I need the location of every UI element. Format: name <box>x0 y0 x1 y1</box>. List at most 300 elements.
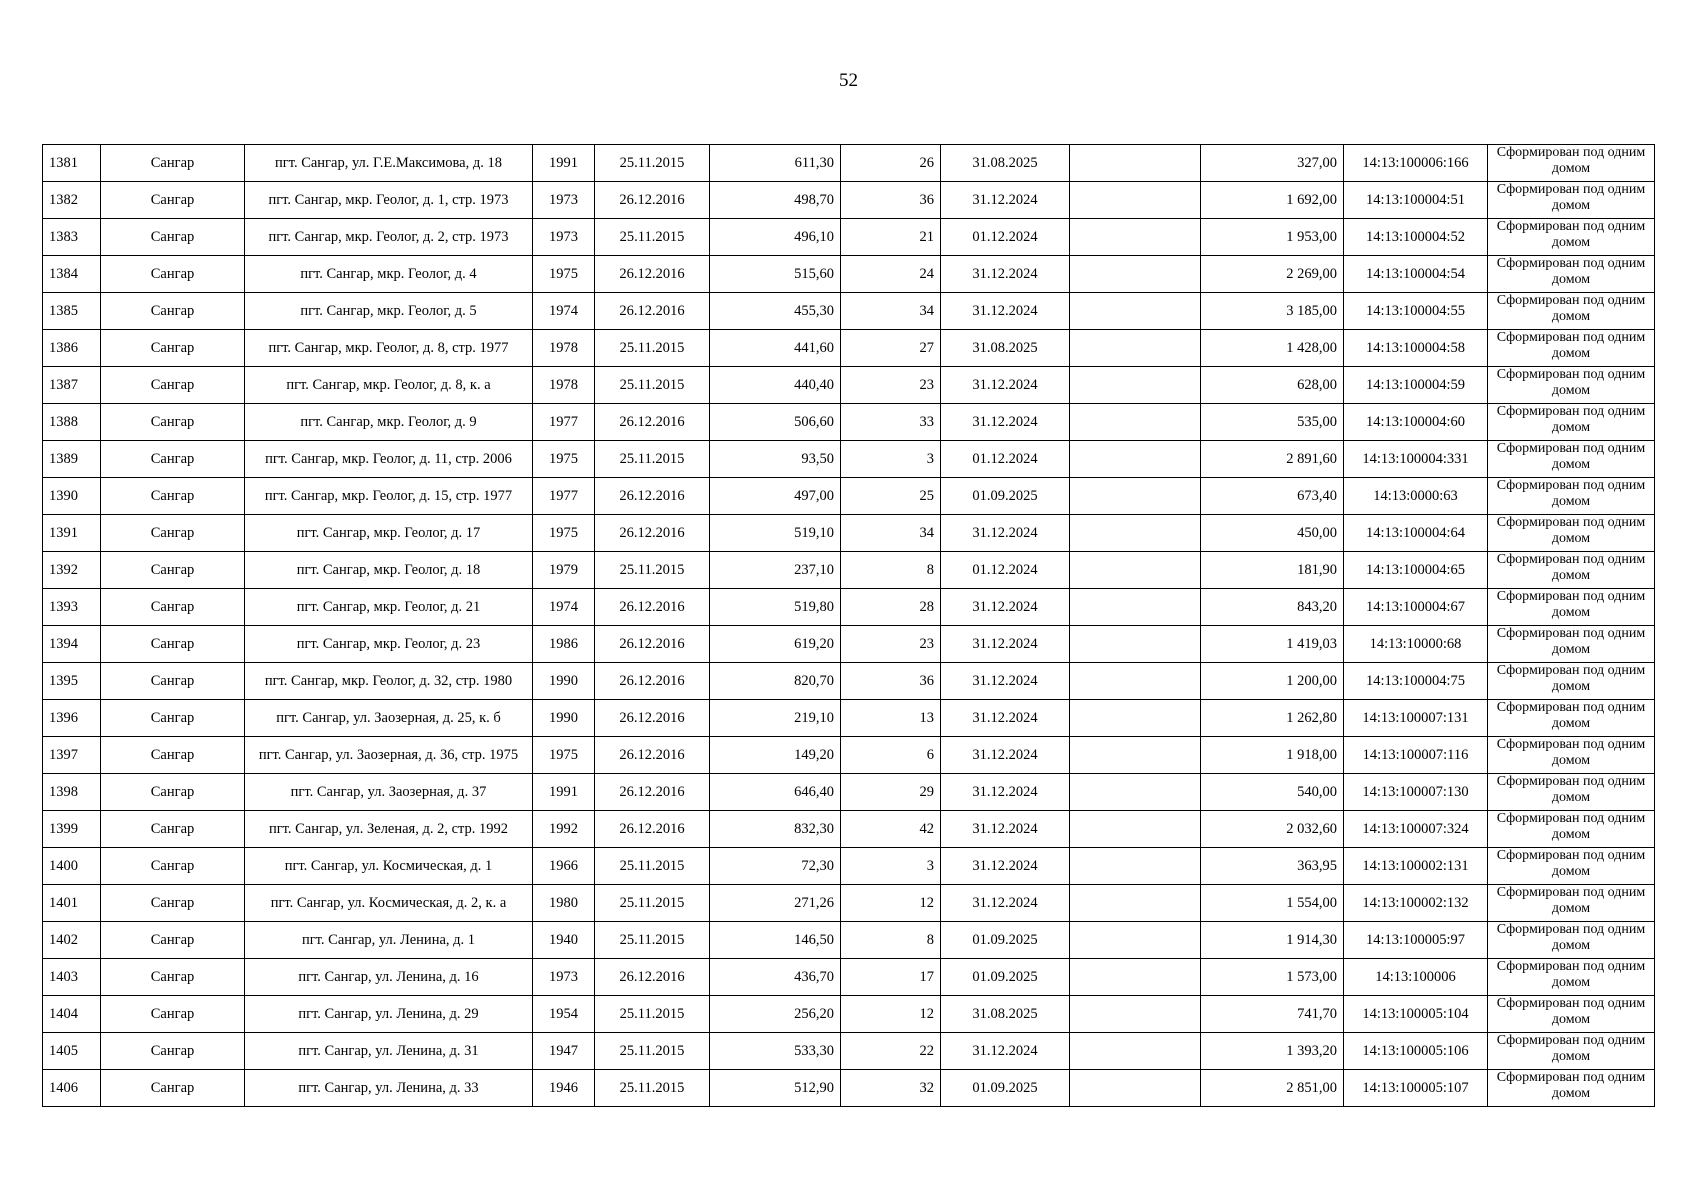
cell-land-area: 1 573,00 <box>1201 959 1344 996</box>
cell-area: 455,30 <box>710 293 841 330</box>
cell-land-area: 3 185,00 <box>1201 293 1344 330</box>
table-row <box>43 922 1655 959</box>
table-row <box>43 996 1655 1033</box>
cell-build-year: 1992 <box>533 811 595 848</box>
cell-area: 519,80 <box>710 589 841 626</box>
cell-land-area: 2 032,60 <box>1201 811 1344 848</box>
cell-address: пгт. Сангар, ул. Ленина, д. 1 <box>245 922 533 959</box>
cell-deadline: 01.09.2025 <box>941 959 1070 996</box>
cell-cadastral-number: 14:13:100007:116 <box>1344 737 1488 774</box>
cell-recognition-date: 26.12.2016 <box>595 626 710 663</box>
cell-locality: Сангар <box>101 885 245 922</box>
cell-blank <box>1070 700 1201 737</box>
cell-number: 1393 <box>43 589 101 626</box>
cell-deadline: 01.09.2025 <box>941 478 1070 515</box>
cell-number: 1395 <box>43 663 101 700</box>
table-row <box>43 774 1655 811</box>
cell-blank <box>1070 885 1201 922</box>
cell-address: пгт. Сангар, мкр. Геолог, д. 11, стр. 2006 <box>245 441 533 478</box>
cell-cadastral-number: 14:13:100004:64 <box>1344 515 1488 552</box>
cell-area: 832,30 <box>710 811 841 848</box>
cell-address: пгт. Сангар, мкр. Геолог, д. 18 <box>245 552 533 589</box>
table-row <box>43 293 1655 330</box>
cell-residents: 32 <box>841 1070 941 1107</box>
cell-deadline: 31.12.2024 <box>941 663 1070 700</box>
cell-cadastral-number: 14:13:100005:97 <box>1344 922 1488 959</box>
cell-build-year: 1974 <box>533 589 595 626</box>
cell-number: 1402 <box>43 922 101 959</box>
cell-blank <box>1070 922 1201 959</box>
cell-land-area: 741,70 <box>1201 996 1344 1033</box>
cell-land-note: Сформирован под одним домом <box>1488 515 1655 552</box>
cell-build-year: 1974 <box>533 293 595 330</box>
cell-number: 1384 <box>43 256 101 293</box>
cell-residents: 28 <box>841 589 941 626</box>
cell-area: 533,30 <box>710 1033 841 1070</box>
cell-address: пгт. Сангар, ул. Ленина, д. 33 <box>245 1070 533 1107</box>
cell-build-year: 1990 <box>533 700 595 737</box>
cell-number: 1397 <box>43 737 101 774</box>
table-row <box>43 589 1655 626</box>
cell-land-note: Сформирован под одним домом <box>1488 811 1655 848</box>
cell-blank <box>1070 478 1201 515</box>
cell-number: 1403 <box>43 959 101 996</box>
cell-number: 1398 <box>43 774 101 811</box>
cell-locality: Сангар <box>101 848 245 885</box>
table-body <box>43 145 1655 1107</box>
cell-number: 1392 <box>43 552 101 589</box>
cell-address: пгт. Сангар, мкр. Геолог, д. 8, к. а <box>245 367 533 404</box>
cell-locality: Сангар <box>101 1070 245 1107</box>
table-row <box>43 811 1655 848</box>
cell-locality: Сангар <box>101 515 245 552</box>
cell-deadline: 31.12.2024 <box>941 515 1070 552</box>
cell-recognition-date: 26.12.2016 <box>595 256 710 293</box>
cell-address: пгт. Сангар, ул. Заозерная, д. 36, стр. 1975 <box>245 737 533 774</box>
cell-land-area: 540,00 <box>1201 774 1344 811</box>
cell-land-note: Сформирован под одним домом <box>1488 885 1655 922</box>
cell-blank <box>1070 515 1201 552</box>
cell-land-note: Сформирован под одним домом <box>1488 404 1655 441</box>
cell-recognition-date: 26.12.2016 <box>595 959 710 996</box>
table-row <box>43 515 1655 552</box>
table-row <box>43 219 1655 256</box>
cell-land-note: Сформирован под одним домом <box>1488 663 1655 700</box>
cell-cadastral-number: 14:13:100005:107 <box>1344 1070 1488 1107</box>
cell-build-year: 1991 <box>533 145 595 182</box>
cell-address: пгт. Сангар, мкр. Геолог, д. 5 <box>245 293 533 330</box>
cell-recognition-date: 25.11.2015 <box>595 1033 710 1070</box>
cell-land-area: 1 914,30 <box>1201 922 1344 959</box>
cell-build-year: 1954 <box>533 996 595 1033</box>
cell-deadline: 31.12.2024 <box>941 811 1070 848</box>
cell-blank <box>1070 848 1201 885</box>
cell-number: 1381 <box>43 145 101 182</box>
cell-number: 1391 <box>43 515 101 552</box>
cell-address: пгт. Сангар, ул. Ленина, д. 16 <box>245 959 533 996</box>
cell-cadastral-number: 14:13:100004:75 <box>1344 663 1488 700</box>
table-row <box>43 737 1655 774</box>
cell-blank <box>1070 404 1201 441</box>
cell-deadline: 31.08.2025 <box>941 996 1070 1033</box>
table-row <box>43 367 1655 404</box>
cell-blank <box>1070 811 1201 848</box>
cell-land-area: 1 692,00 <box>1201 182 1344 219</box>
cell-deadline: 01.09.2025 <box>941 1070 1070 1107</box>
cell-land-note: Сформирован под одним домом <box>1488 330 1655 367</box>
cell-address: пгт. Сангар, мкр. Геолог, д. 1, стр. 1973 <box>245 182 533 219</box>
cell-cadastral-number: 14:13:100007:130 <box>1344 774 1488 811</box>
cell-land-note: Сформирован под одним домом <box>1488 256 1655 293</box>
cell-deadline: 31.12.2024 <box>941 293 1070 330</box>
cell-area: 512,90 <box>710 1070 841 1107</box>
cell-land-note: Сформирован под одним домом <box>1488 219 1655 256</box>
cell-number: 1382 <box>43 182 101 219</box>
cell-number: 1394 <box>43 626 101 663</box>
cell-land-area: 2 851,00 <box>1201 1070 1344 1107</box>
cell-area: 497,00 <box>710 478 841 515</box>
cell-locality: Сангар <box>101 478 245 515</box>
cell-address: пгт. Сангар, мкр. Геолог, д. 32, стр. 1980 <box>245 663 533 700</box>
cell-cadastral-number: 14:13:100002:131 <box>1344 848 1488 885</box>
cell-address: пгт. Сангар, мкр. Геолог, д. 9 <box>245 404 533 441</box>
cell-area: 149,20 <box>710 737 841 774</box>
cell-number: 1385 <box>43 293 101 330</box>
cell-cadastral-number: 14:13:100005:106 <box>1344 1033 1488 1070</box>
cell-residents: 3 <box>841 441 941 478</box>
cell-locality: Сангар <box>101 256 245 293</box>
cell-build-year: 1980 <box>533 885 595 922</box>
cell-locality: Сангар <box>101 182 245 219</box>
cell-locality: Сангар <box>101 959 245 996</box>
cell-address: пгт. Сангар, ул. Ленина, д. 31 <box>245 1033 533 1070</box>
cell-cadastral-number: 14:13:100004:65 <box>1344 552 1488 589</box>
cell-locality: Сангар <box>101 626 245 663</box>
table-row <box>43 626 1655 663</box>
cell-address: пгт. Сангар, мкр. Геолог, д. 15, стр. 1977 <box>245 478 533 515</box>
cell-land-area: 450,00 <box>1201 515 1344 552</box>
cell-locality: Сангар <box>101 663 245 700</box>
cell-residents: 33 <box>841 404 941 441</box>
cell-area: 611,30 <box>710 145 841 182</box>
cell-cadastral-number: 14:13:10000:68 <box>1344 626 1488 663</box>
cell-number: 1400 <box>43 848 101 885</box>
cell-blank <box>1070 1033 1201 1070</box>
cell-address: пгт. Сангар, ул. Ленина, д. 29 <box>245 996 533 1033</box>
cell-residents: 8 <box>841 552 941 589</box>
cell-locality: Сангар <box>101 219 245 256</box>
cell-residents: 13 <box>841 700 941 737</box>
cell-land-note: Сформирован под одним домом <box>1488 700 1655 737</box>
cell-cadastral-number: 14:13:100002:132 <box>1344 885 1488 922</box>
cell-build-year: 1986 <box>533 626 595 663</box>
cell-cadastral-number: 14:13:100004:54 <box>1344 256 1488 293</box>
cell-land-note: Сформирован под одним домом <box>1488 626 1655 663</box>
cell-recognition-date: 25.11.2015 <box>595 922 710 959</box>
cell-land-note: Сформирован под одним домом <box>1488 774 1655 811</box>
cell-land-note: Сформирован под одним домом <box>1488 848 1655 885</box>
cell-deadline: 31.12.2024 <box>941 848 1070 885</box>
cell-recognition-date: 26.12.2016 <box>595 589 710 626</box>
cell-land-area: 1 918,00 <box>1201 737 1344 774</box>
cell-residents: 12 <box>841 885 941 922</box>
cell-land-area: 181,90 <box>1201 552 1344 589</box>
cell-locality: Сангар <box>101 330 245 367</box>
cell-locality: Сангар <box>101 552 245 589</box>
cell-address: пгт. Сангар, ул. Г.Е.Максимова, д. 18 <box>245 145 533 182</box>
cell-area: 496,10 <box>710 219 841 256</box>
cell-residents: 17 <box>841 959 941 996</box>
cell-land-area: 1 419,03 <box>1201 626 1344 663</box>
cell-deadline: 31.12.2024 <box>941 404 1070 441</box>
cell-locality: Сангар <box>101 404 245 441</box>
cell-address: пгт. Сангар, мкр. Геолог, д. 21 <box>245 589 533 626</box>
table-row <box>43 182 1655 219</box>
page-number: 52 <box>839 70 858 91</box>
cell-cadastral-number: 14:13:100005:104 <box>1344 996 1488 1033</box>
cell-locality: Сангар <box>101 145 245 182</box>
cell-number: 1389 <box>43 441 101 478</box>
cell-deadline: 01.09.2025 <box>941 922 1070 959</box>
cell-cadastral-number: 14:13:100004:52 <box>1344 219 1488 256</box>
cell-land-note: Сформирован под одним домом <box>1488 441 1655 478</box>
table-row <box>43 404 1655 441</box>
cell-address: пгт. Сангар, ул. Космическая, д. 2, к. а <box>245 885 533 922</box>
table-row <box>43 1033 1655 1070</box>
cell-residents: 6 <box>841 737 941 774</box>
cell-locality: Сангар <box>101 700 245 737</box>
cell-locality: Сангар <box>101 441 245 478</box>
cell-land-area: 628,00 <box>1201 367 1344 404</box>
cell-residents: 36 <box>841 182 941 219</box>
cell-recognition-date: 25.11.2015 <box>595 145 710 182</box>
cell-build-year: 1973 <box>533 219 595 256</box>
cell-deadline: 31.12.2024 <box>941 1033 1070 1070</box>
table-row <box>43 700 1655 737</box>
cell-residents: 12 <box>841 996 941 1033</box>
cell-area: 441,60 <box>710 330 841 367</box>
cell-land-area: 1 393,20 <box>1201 1033 1344 1070</box>
table-row <box>43 1070 1655 1107</box>
cell-land-area: 1 262,80 <box>1201 700 1344 737</box>
cell-land-note: Сформирован под одним домом <box>1488 959 1655 996</box>
cell-address: пгт. Сангар, ул. Зеленая, д. 2, стр. 1992 <box>245 811 533 848</box>
cell-land-area: 843,20 <box>1201 589 1344 626</box>
cell-area: 72,30 <box>710 848 841 885</box>
cell-land-area: 1 428,00 <box>1201 330 1344 367</box>
cell-locality: Сангар <box>101 1033 245 1070</box>
cell-number: 1396 <box>43 700 101 737</box>
cell-build-year: 1966 <box>533 848 595 885</box>
cell-residents: 8 <box>841 922 941 959</box>
cell-area: 646,40 <box>710 774 841 811</box>
cell-recognition-date: 26.12.2016 <box>595 404 710 441</box>
cell-residents: 22 <box>841 1033 941 1070</box>
cell-land-note: Сформирован под одним домом <box>1488 996 1655 1033</box>
cell-number: 1390 <box>43 478 101 515</box>
cell-land-note: Сформирован под одним домом <box>1488 737 1655 774</box>
cell-deadline: 31.08.2025 <box>941 145 1070 182</box>
cell-recognition-date: 25.11.2015 <box>595 848 710 885</box>
cell-blank <box>1070 959 1201 996</box>
cell-area: 498,70 <box>710 182 841 219</box>
cell-build-year: 1946 <box>533 1070 595 1107</box>
cell-build-year: 1975 <box>533 441 595 478</box>
cell-blank <box>1070 626 1201 663</box>
cell-land-area: 535,00 <box>1201 404 1344 441</box>
cell-land-area: 1 200,00 <box>1201 663 1344 700</box>
cell-land-area: 2 891,60 <box>1201 441 1344 478</box>
cell-blank <box>1070 774 1201 811</box>
cell-cadastral-number: 14:13:100004:58 <box>1344 330 1488 367</box>
cell-recognition-date: 26.12.2016 <box>595 700 710 737</box>
cell-address: пгт. Сангар, ул. Заозерная, д. 37 <box>245 774 533 811</box>
table-row <box>43 330 1655 367</box>
cell-land-area: 1 953,00 <box>1201 219 1344 256</box>
cell-address: пгт. Сангар, ул. Космическая, д. 1 <box>245 848 533 885</box>
cell-blank <box>1070 219 1201 256</box>
cell-land-area: 1 554,00 <box>1201 885 1344 922</box>
cell-cadastral-number: 14:13:100004:55 <box>1344 293 1488 330</box>
table-row <box>43 848 1655 885</box>
cell-build-year: 1975 <box>533 737 595 774</box>
cell-locality: Сангар <box>101 811 245 848</box>
cell-blank <box>1070 1070 1201 1107</box>
cell-residents: 27 <box>841 330 941 367</box>
cell-recognition-date: 26.12.2016 <box>595 293 710 330</box>
cell-deadline: 31.12.2024 <box>941 367 1070 404</box>
cell-recognition-date: 25.11.2015 <box>595 552 710 589</box>
cell-area: 820,70 <box>710 663 841 700</box>
cell-locality: Сангар <box>101 774 245 811</box>
cell-recognition-date: 26.12.2016 <box>595 774 710 811</box>
cell-locality: Сангар <box>101 996 245 1033</box>
cell-recognition-date: 25.11.2015 <box>595 441 710 478</box>
cell-deadline: 31.12.2024 <box>941 182 1070 219</box>
cell-address: пгт. Сангар, мкр. Геолог, д. 4 <box>245 256 533 293</box>
cell-locality: Сангар <box>101 589 245 626</box>
cell-number: 1388 <box>43 404 101 441</box>
cell-deadline: 01.12.2024 <box>941 219 1070 256</box>
cell-land-note: Сформирован под одним домом <box>1488 552 1655 589</box>
cell-area: 271,26 <box>710 885 841 922</box>
cell-cadastral-number: 14:13:100007:131 <box>1344 700 1488 737</box>
housing-registry-table <box>42 144 1655 1107</box>
cell-blank <box>1070 737 1201 774</box>
cell-locality: Сангар <box>101 367 245 404</box>
cell-area: 146,50 <box>710 922 841 959</box>
cell-land-note: Сформирован под одним домом <box>1488 589 1655 626</box>
cell-residents: 36 <box>841 663 941 700</box>
cell-build-year: 1979 <box>533 552 595 589</box>
cell-recognition-date: 25.11.2015 <box>595 1070 710 1107</box>
cell-blank <box>1070 552 1201 589</box>
cell-deadline: 31.12.2024 <box>941 589 1070 626</box>
cell-blank <box>1070 256 1201 293</box>
cell-blank <box>1070 330 1201 367</box>
cell-recognition-date: 26.12.2016 <box>595 478 710 515</box>
table-row <box>43 256 1655 293</box>
cell-area: 237,10 <box>710 552 841 589</box>
cell-land-area: 2 269,00 <box>1201 256 1344 293</box>
cell-blank <box>1070 996 1201 1033</box>
cell-area: 515,60 <box>710 256 841 293</box>
cell-cadastral-number: 14:13:100004:51 <box>1344 182 1488 219</box>
cell-land-area: 673,40 <box>1201 478 1344 515</box>
cell-build-year: 1975 <box>533 515 595 552</box>
cell-build-year: 1990 <box>533 663 595 700</box>
cell-deadline: 31.12.2024 <box>941 737 1070 774</box>
cell-land-area: 363,95 <box>1201 848 1344 885</box>
cell-residents: 23 <box>841 626 941 663</box>
cell-area: 506,60 <box>710 404 841 441</box>
cell-cadastral-number: 14:13:100004:59 <box>1344 367 1488 404</box>
cell-number: 1401 <box>43 885 101 922</box>
cell-residents: 25 <box>841 478 941 515</box>
cell-cadastral-number: 14:13:0000:63 <box>1344 478 1488 515</box>
cell-residents: 21 <box>841 219 941 256</box>
cell-build-year: 1991 <box>533 774 595 811</box>
cell-area: 436,70 <box>710 959 841 996</box>
cell-area: 440,40 <box>710 367 841 404</box>
cell-residents: 24 <box>841 256 941 293</box>
cell-residents: 42 <box>841 811 941 848</box>
cell-area: 219,10 <box>710 700 841 737</box>
cell-number: 1387 <box>43 367 101 404</box>
table-row <box>43 663 1655 700</box>
cell-build-year: 1973 <box>533 959 595 996</box>
table-row <box>43 552 1655 589</box>
cell-residents: 34 <box>841 293 941 330</box>
cell-blank <box>1070 293 1201 330</box>
cell-deadline: 31.08.2025 <box>941 330 1070 367</box>
cell-residents: 26 <box>841 145 941 182</box>
cell-recognition-date: 26.12.2016 <box>595 811 710 848</box>
cell-deadline: 01.12.2024 <box>941 441 1070 478</box>
table-row <box>43 145 1655 182</box>
cell-land-note: Сформирован под одним домом <box>1488 1070 1655 1107</box>
table-row <box>43 441 1655 478</box>
cell-recognition-date: 25.11.2015 <box>595 885 710 922</box>
cell-cadastral-number: 14:13:100006 <box>1344 959 1488 996</box>
cell-address: пгт. Сангар, мкр. Геолог, д. 2, стр. 1973 <box>245 219 533 256</box>
cell-deadline: 01.12.2024 <box>941 552 1070 589</box>
cell-deadline: 31.12.2024 <box>941 256 1070 293</box>
cell-deadline: 31.12.2024 <box>941 885 1070 922</box>
cell-recognition-date: 26.12.2016 <box>595 515 710 552</box>
cell-blank <box>1070 663 1201 700</box>
cell-land-note: Сформирован под одним домом <box>1488 145 1655 182</box>
cell-land-note: Сформирован под одним домом <box>1488 367 1655 404</box>
cell-address: пгт. Сангар, мкр. Геолог, д. 17 <box>245 515 533 552</box>
cell-residents: 23 <box>841 367 941 404</box>
cell-address: пгт. Сангар, мкр. Геолог, д. 8, стр. 1977 <box>245 330 533 367</box>
cell-build-year: 1940 <box>533 922 595 959</box>
cell-recognition-date: 26.12.2016 <box>595 182 710 219</box>
cell-number: 1399 <box>43 811 101 848</box>
cell-build-year: 1977 <box>533 404 595 441</box>
cell-residents: 29 <box>841 774 941 811</box>
cell-cadastral-number: 14:13:100007:324 <box>1344 811 1488 848</box>
cell-area: 256,20 <box>710 996 841 1033</box>
table-row <box>43 959 1655 996</box>
cell-address: пгт. Сангар, ул. Заозерная, д. 25, к. б <box>245 700 533 737</box>
cell-recognition-date: 25.11.2015 <box>595 996 710 1033</box>
cell-recognition-date: 25.11.2015 <box>595 367 710 404</box>
cell-residents: 3 <box>841 848 941 885</box>
cell-blank <box>1070 182 1201 219</box>
cell-locality: Сангар <box>101 922 245 959</box>
